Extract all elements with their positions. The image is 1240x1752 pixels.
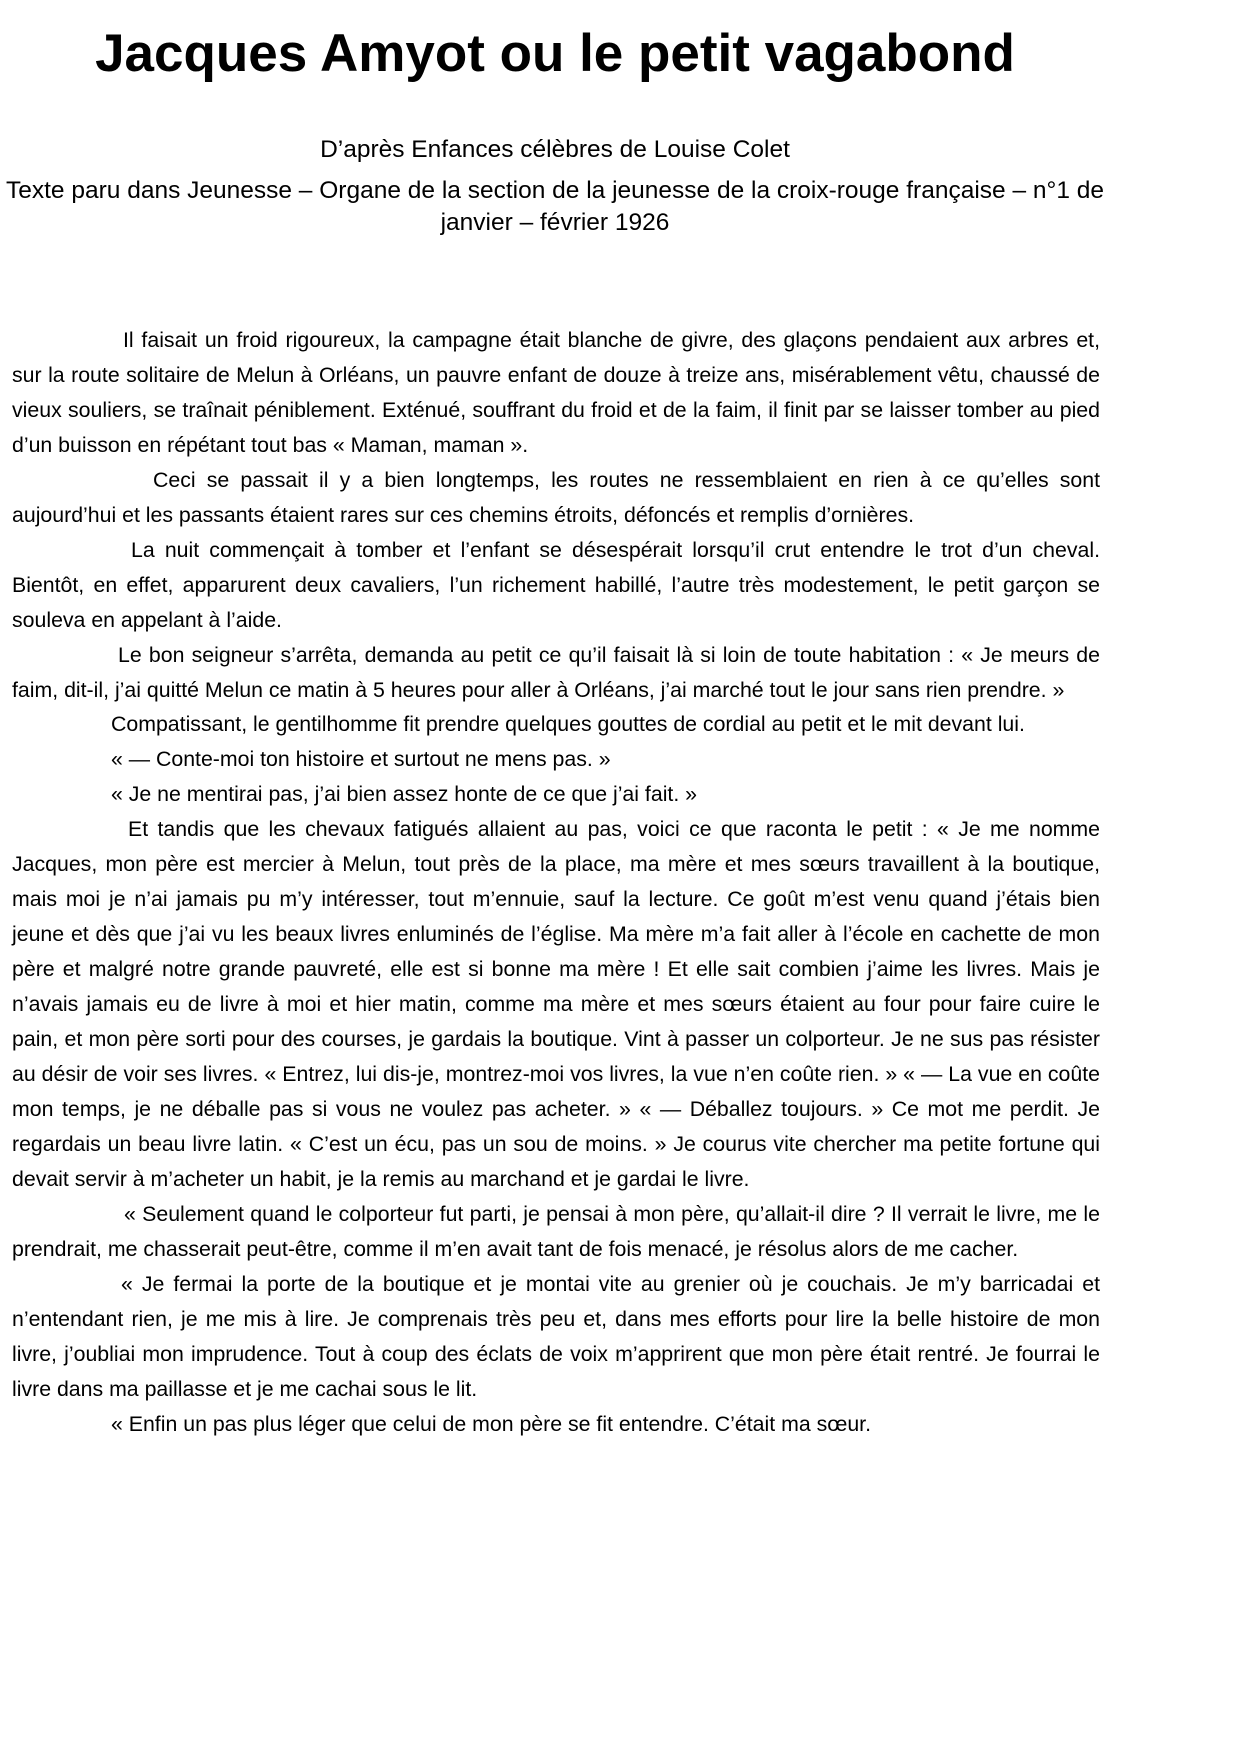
- paragraph: « Enfin un pas plus léger que celui de mon père se fit entendre. C’était ma sœur.: [111, 1411, 872, 1436]
- paragraph: « — Conte-moi ton histoire et surtout ne mens pas. »: [111, 747, 611, 772]
- document-body: [12, 323, 1100, 1442]
- paragraph: Compatissant, le gentilhomme fit prendre quelques gouttes de cordial au petit et le mit devant lui.: [111, 712, 1025, 737]
- paragraph: Ceci se passait il y a bien longtemps, les routes ne ressemblaient en rien à ce qu’elles sont aujourd’hui et les passants étaient rares sur ces chemins étroits, défoncés et remplis d’ornières.: [12, 467, 1100, 527]
- paragraph: « Seulement quand le colporteur fut parti, je pensai à mon père, qu’allait-il dire ? Il verrait le livre, me le prendrait, me chasserait peut-être, comme il m’en avait tant de fois menacé, je résolus alors de me cacher.: [12, 1201, 1100, 1261]
- document-title: Jacques Amyot ou le petit vagabond: [95, 24, 1015, 83]
- document-subtitle-source: D’après Enfances célèbres de Louise Colet: [320, 136, 790, 163]
- paragraph: Le bon seigneur s’arrêta, demanda au petit ce qu’il faisait là si loin de toute habitation : « Je meurs de faim, dit-il, j’ai quitté Melun ce matin à 5 heures pour aller à Orléans, j’ai marché tout le jour sans rien prendre. »: [12, 642, 1100, 702]
- paragraph: « Je ne mentirai pas, j’ai bien assez honte de ce que j’ai fait. »: [111, 782, 698, 807]
- paragraph: « Je fermai la porte de la boutique et je montai vite au grenier où je couchais. Je m’y barricadai et n’entendant rien, je me mis à lire. Je comprenais très peu et, dans mes efforts pour lire la belle histoire de mon livre, j’oubliai mon imprudence. Tout à coup des éclats de voix m’apprirent que mon père était rentré. Je fourrai le livre dans ma paillasse et je me cachai sous le lit.: [12, 1271, 1100, 1401]
- paragraph: Il faisait un froid rigoureux, la campagne était blanche de givre, des glaçons pendaient aux arbres et, sur la route solitaire de Melun à Orléans, un pauvre enfant de douze à treize ans, misérablement vêtu, chaussé de vieux souliers, se traînait péniblement. Exténué, souffrant du froid et de la faim, il finit par se laisser tomber au pied d’un buisson en répétant tout bas « Maman, maman ».: [12, 328, 1100, 457]
- document-subtitle-publication: Texte paru dans Jeunesse – Organe de la section de la jeunesse de la croix-rouge française – n°1 de janvier – février 1926: [5, 177, 1104, 236]
- paragraph: Et tandis que les chevaux fatigués allaient au pas, voici ce que raconta le petit : « Je me nomme Jacques, mon père est mercier à Melun, tout près de la place, ma mère et mes sœurs travaillent à la boutique, mais moi je n’ai jamais pu m’y intéresser, tout m’ennuie, sauf la lecture. Ce goût m’est venu quand j’étais bien jeune et dès que j’ai vu les beaux livres enluminés de l’église. Ma mère m’a fait aller à l’école en cachette de mon père et malgré notre grande pauvreté, elle est si bonne ma mère ! Et elle sait combien j’aime les livres. Mais je n’avais jamais eu de livre à moi et hier matin, comme ma mère et mes sœurs étaient au four pour faire cuire le pain, et mon père sorti pour des courses, je gardais la boutique. Vint à passer un colporteur. Je ne sus pas résister au désir de voir ses livres. « Entrez, lui dis-je, montrez-moi vos livres, la vue n’en coûte rien. » « — La vue en coûte mon temps, je ne déballe pas si vous ne voulez pas acheter. » « — Déballez toujours. » Ce mot me perdit. Je regardais un beau livre latin. « C’est un écu, pas un sou de moins. » Je courus vite chercher ma petite fortune qui devait servir à m’acheter un habit, je la remis au marchand et je gardai le livre.: [12, 817, 1100, 1191]
- paragraph: La nuit commençait à tomber et l’enfant se désespérait lorsqu’il crut entendre le trot d’un cheval. Bientôt, en effet, apparurent deux cavaliers, l’un richement habillé, l’autre très modestement, le petit garçon se souleva en appelant à l’aide.: [12, 537, 1100, 632]
